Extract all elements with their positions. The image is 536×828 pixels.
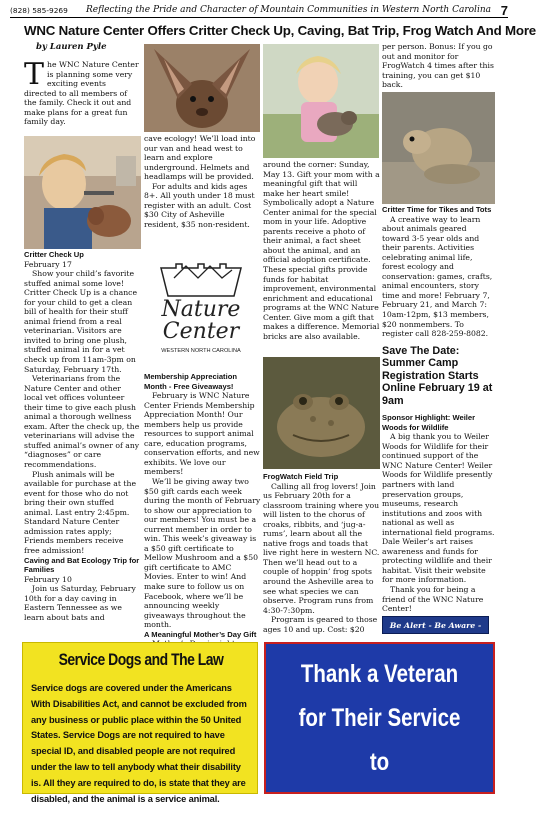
intro-paragraph bbox=[24, 57, 140, 127]
column-1 bbox=[24, 57, 140, 134]
column-4-lower bbox=[382, 205, 495, 615]
intro-text: he WNC Nature Center is planning some very exciting events directed to all members of the family. Check it out and make plans for a great fun family day. bbox=[24, 60, 139, 127]
paragraph: per person. Bonus: If you go out and monitor for FrogWatch 4 times after this training, you can get $10 back. bbox=[382, 42, 494, 90]
veteran-line-1: Thank a Veteran bbox=[300, 660, 459, 688]
service-ad-title: Service Dogs and The Law bbox=[58, 650, 224, 669]
paragraph: Join us Saturday, February 10th for a day caving in Eastern Tennessee as we learn about bats and bbox=[24, 584, 136, 622]
logo-line1: Nature bbox=[161, 297, 241, 322]
photo-bat bbox=[144, 44, 260, 132]
veteran-ad bbox=[264, 642, 495, 820]
paragraph: A big thank you to Weiler Woods for Wildlife for their continued support of the WNC Nature Center! Weiler Woods for Wildlife presently partners with land preservation groups, museums, research institutions and zoos with national as well as international field programs. Dale Weiler’s art raises awareness and funds for protecting wildlife and their habitat. Visit their website for more information. bbox=[382, 432, 495, 585]
header-phone: (828) 585-9269 bbox=[10, 6, 68, 15]
drop-cap: T bbox=[24, 57, 45, 92]
sponsor-heading: Sponsor Highlight: Weiler Woods for Wildlife bbox=[382, 413, 476, 432]
toad-image bbox=[263, 357, 380, 469]
vet-checkup-image bbox=[24, 136, 141, 249]
page-header bbox=[10, 4, 508, 18]
veteran-line-3: Our Country! bbox=[315, 792, 444, 820]
photo-toad bbox=[263, 357, 380, 469]
photo-vet-checkup bbox=[24, 136, 141, 249]
service-ad-body: Service dogs are covered under the Americans With Disabilities Act, and cannot be excluded from any business or public place within the 50 United States. Service Dogs are not required to have special ID, and disabled people are not required under the law to tell anybody what their disability is. All they are required to do, is state that they are disabled, and the animal is a service animal. bbox=[31, 683, 247, 804]
column-2-upper bbox=[144, 134, 261, 250]
caving-heading: Caving and Bat Ecology Trip for Families bbox=[24, 555, 140, 575]
column-1-lower bbox=[24, 250, 141, 640]
paragraph: February is WNC Nature Center Friends Membership Appreciation Month! Our members help us provide resources to support animal care, education programs, conservation efforts, and new exhibits. We love our members! bbox=[144, 391, 260, 477]
save-the-date-notice: Save The Date: Summer Camp Registration Starts Online February 19 at 9am bbox=[382, 344, 493, 407]
alert-banner: Be Alert - Be Aware - bbox=[382, 616, 489, 634]
logo-graphic bbox=[146, 256, 256, 360]
byline: by Lauren Pyle bbox=[36, 42, 107, 52]
column-2-lower bbox=[144, 372, 261, 640]
header-tagline: Reflecting the Pride and Character of Mountain Communities in Western North Carolina bbox=[86, 5, 491, 15]
service-dogs-ad bbox=[22, 642, 258, 804]
critter-checkup-date: February 17 bbox=[24, 259, 72, 269]
mothers-day-heading: A Meaningful Mother’s Day Gift bbox=[144, 629, 257, 639]
paragraph: Calling all frog lovers! Join us February 20th for a classroom training where you will listen to the chorus of croaks, ribbits, and ‘jug-a-rums’, learn about all the native frogs and toads that live right here in western NC. Then we’ll head out to a couple of hoppin’ frog spots around the Asheville area to see what species we can observe. Program runs from 4:30-7:30pm. bbox=[263, 481, 380, 615]
column-3-lower bbox=[263, 472, 380, 640]
paragraph: Show your child’s favorite stuffed animal some love! Critter Check Up is a chance for your child to get a clean bill of health for their stuff animal friend from a real veterinarian. Visitors are invited to bring one plush, stuffed animal in for a vet check up from 11am-3pm on Saturday, February 17th. bbox=[24, 269, 138, 374]
paragraph: We’ll be giving away two $50 gift cards each week during the month of February to show our appreciation to our members! You must be a current member in order to win. This week’s giveaway is a $50 gift certificate to Mellow Mushroom and a $50 gift certificate to AMC Movies. Enter to win! And make sure to follow us on Facebook, where we’ll be announcing weekly giveaways throughout the month. bbox=[144, 477, 261, 630]
bat-image bbox=[144, 44, 260, 132]
logo-subtitle: WESTERN NORTH CAROLINA bbox=[161, 348, 241, 354]
photo-prairie-dog bbox=[382, 92, 495, 204]
paragraph: Thank you for being a friend of the WNC Nature Center! bbox=[382, 585, 484, 614]
critter-checkup-caption: Critter Check Up bbox=[24, 250, 84, 259]
nature-center-logo bbox=[146, 256, 256, 360]
paragraph: Program is geared to those ages 10 and up. Cost: $20 bbox=[263, 615, 378, 634]
paragraph: around the corner: Sunday, May 13. Gift your mom with a meaningful gift that will make her heart smile! Symbolically adopt a Nature Center animal for the special mom in your life. Adoptive parents receive a photo of their animal, a fact sheet about the animal, and an official adoption certificate. These special gifts provide funds for habitat improvement, environmental enrichment and educational programs at the WNC Nature Center. Give mom a gift that makes a difference. Memorial bricks are also available. bbox=[263, 160, 380, 341]
logo-line2: Center bbox=[162, 319, 240, 344]
column-3-upper bbox=[263, 160, 380, 356]
paragraph: Veterinarians from the Nature Center and other local vet offices volunteer their time to give each plush animal a thorough wellness exam. After the check up, the veterinarians will advise the stuffed animal’s owner of any “diagnoses” or care recommendations. bbox=[24, 374, 140, 470]
photo-child-with-animal bbox=[263, 44, 379, 158]
column-4-upper bbox=[382, 42, 495, 92]
page-number: 7 bbox=[500, 3, 508, 18]
child-animal-image bbox=[263, 44, 379, 158]
membership-heading: Membership Appreciation Month - Free Giveaways! bbox=[144, 372, 237, 391]
prairie-dog-image bbox=[382, 92, 495, 204]
frogwatch-caption: FrogWatch Field Trip bbox=[263, 472, 339, 481]
caving-date: February 10 bbox=[24, 574, 72, 584]
paragraph: For adults and kids ages 8+. All youth under 18 must register with an adult. Cost $30 City of Asheville resident, $35 non-resident. bbox=[144, 181, 255, 229]
veteran-line-2: for Their Service to bbox=[298, 704, 461, 776]
veteran-ad-text bbox=[286, 652, 472, 828]
paragraph: cave ecology! We’ll load into our van and head west to learn and explore underground. Helmets and headlamps will be provided. bbox=[144, 134, 256, 182]
paragraph: A creative way to learn about animals geared toward 3-5 year olds and their parents. Activities celebrating animal life, forest ecology and conservation: games, crafts, animal encounters, story time and more! February 7, February 21, and March 7: 10am-12pm, $13 members, $20 nonmembers. To register call 828-259-8082. bbox=[382, 214, 493, 339]
paragraph: Plush animals will be available for purchase at the event for those who do not bring their own stuffed animal. Last entry 2:45pm. Standard Nature Center admission rates apply; Friends members receive free admission! bbox=[24, 469, 137, 555]
critter-time-caption: Critter Time for Tikes and Tots bbox=[382, 205, 492, 214]
article-headline: WNC Nature Center Offers Critter Check Up, Caving, Bat Trip, Frog Watch And More bbox=[24, 23, 536, 38]
